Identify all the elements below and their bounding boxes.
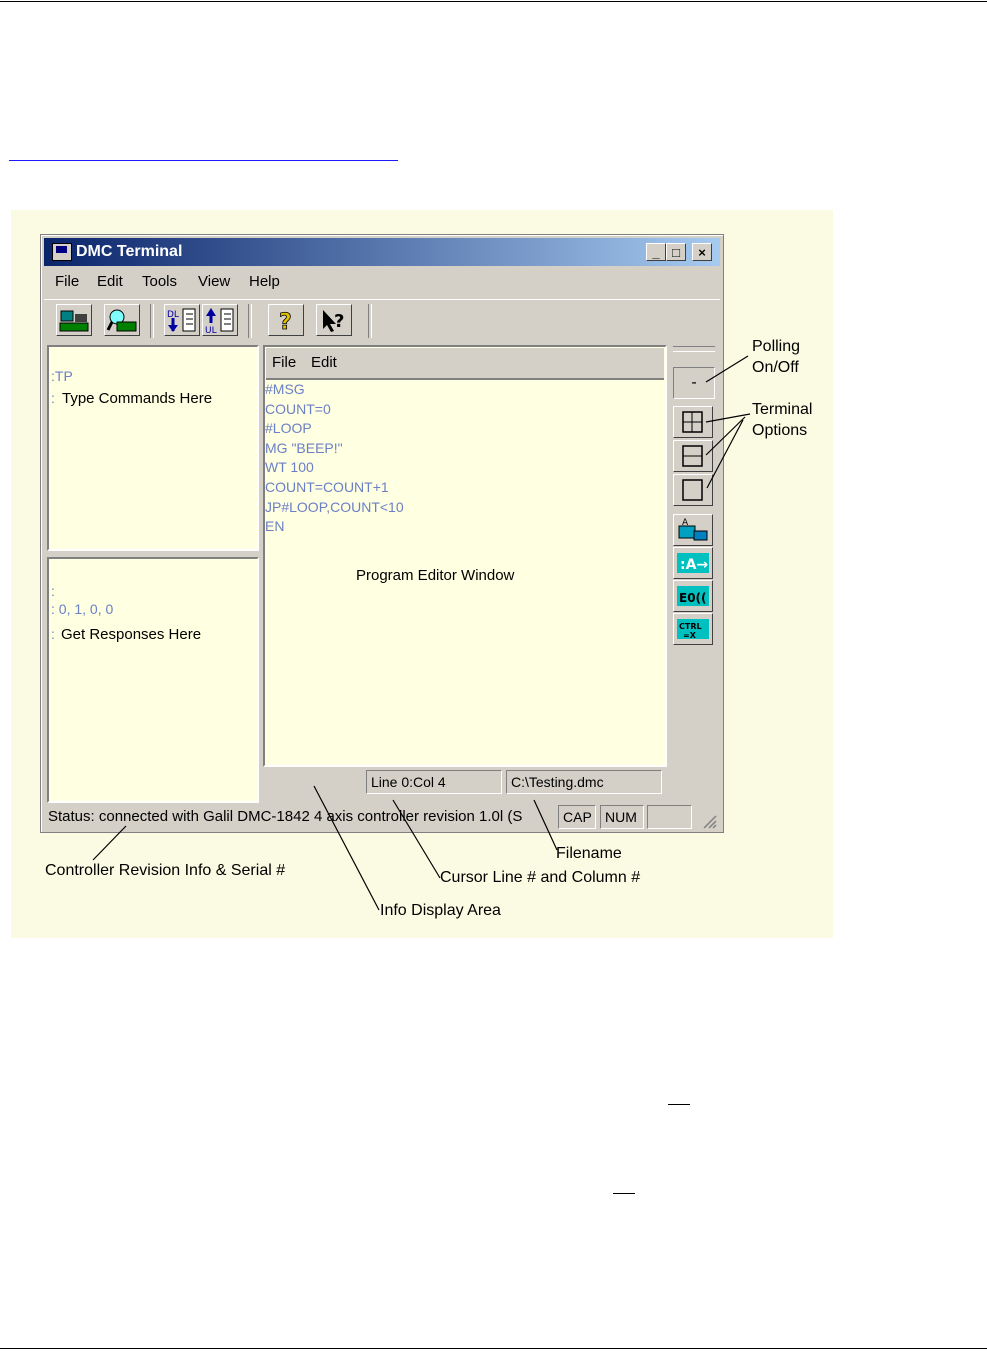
response-annotation: Get Responses Here [61,626,202,643]
terminal-leader-3 [707,420,743,488]
polling-leader [706,356,748,382]
response-line-2: : 0, 1, 0, 0 [51,601,114,617]
terminal-leader-2 [706,417,745,455]
svg-text:UL: UL [205,326,217,335]
cap-indicator: CAP [558,805,596,829]
status-text: Status: connected with Galil DMC-1842 4 axis controller revision 1.0l (S [43,804,556,830]
editor-menu-edit[interactable]: Edit [311,354,337,371]
close-button[interactable]: × [692,243,712,261]
command-annotation: Type Commands Here [62,390,213,407]
menu-edit[interactable]: Edit [97,273,123,290]
label-info-display: Info Display Area [380,902,501,919]
code-line: MG "BEEP!" [265,439,343,456]
svg-text:A: A [682,518,689,528]
svg-text:=X: =X [683,631,696,640]
menu-view[interactable]: View [198,273,231,290]
cursor-position: Line 0:Col 4 [366,770,502,794]
filename-field: C:\Testing.dmc [506,770,662,794]
response-prompt-prefix: : [51,626,55,642]
info-display-leader [314,786,379,910]
minimize-button[interactable]: _ [646,243,666,261]
menu-help[interactable]: Help [249,273,280,290]
svg-text:?: ? [279,310,292,335]
polling-toggle[interactable]: - [673,367,715,399]
code-line: COUNT=0 [265,400,331,417]
menu-tools[interactable]: Tools [142,273,178,290]
window-title: DMC Terminal [76,243,183,260]
label-terminal-line2: Options [752,422,808,439]
code-line: #LOOP [265,420,312,437]
svg-text:CTRL: CTRL [679,622,702,631]
code-line: JP#LOOP,COUNT<10 [265,498,404,515]
svg-text:DL: DL [167,310,179,320]
label-polling-line2: On/Off [752,359,799,376]
label-controller-info: Controller Revision Info & Serial # [45,862,286,879]
editor-annotation: Program Editor Window [356,567,515,584]
menu-file[interactable]: File [55,273,80,290]
controller-info-leader [93,826,126,860]
code-line: COUNT=COUNT+1 [265,478,389,495]
svg-text:?: ? [334,311,345,332]
label-polling-line1: Polling [752,338,801,355]
svg-text:E0((: E0(( [679,591,707,605]
label-cursor: Cursor Line # and Column # [440,869,641,886]
code-line: EN [265,518,285,535]
command-prompt-line: :TP [51,368,73,384]
num-indicator: NUM [600,805,644,829]
filename-leader [534,800,557,850]
code-line: #MSG [265,381,305,397]
response-line-1: : [51,583,55,599]
label-filename: Filename [556,845,622,862]
svg-text::A→: :A→ [680,557,709,573]
label-terminal-line1: Terminal [752,401,813,418]
editor-menu-file[interactable]: File [272,354,297,371]
cursor-leader [393,800,440,878]
maximize-button[interactable]: □ [666,243,686,261]
code-line: WT 100 [265,459,314,476]
command-prompt-prefix: : [51,390,55,406]
